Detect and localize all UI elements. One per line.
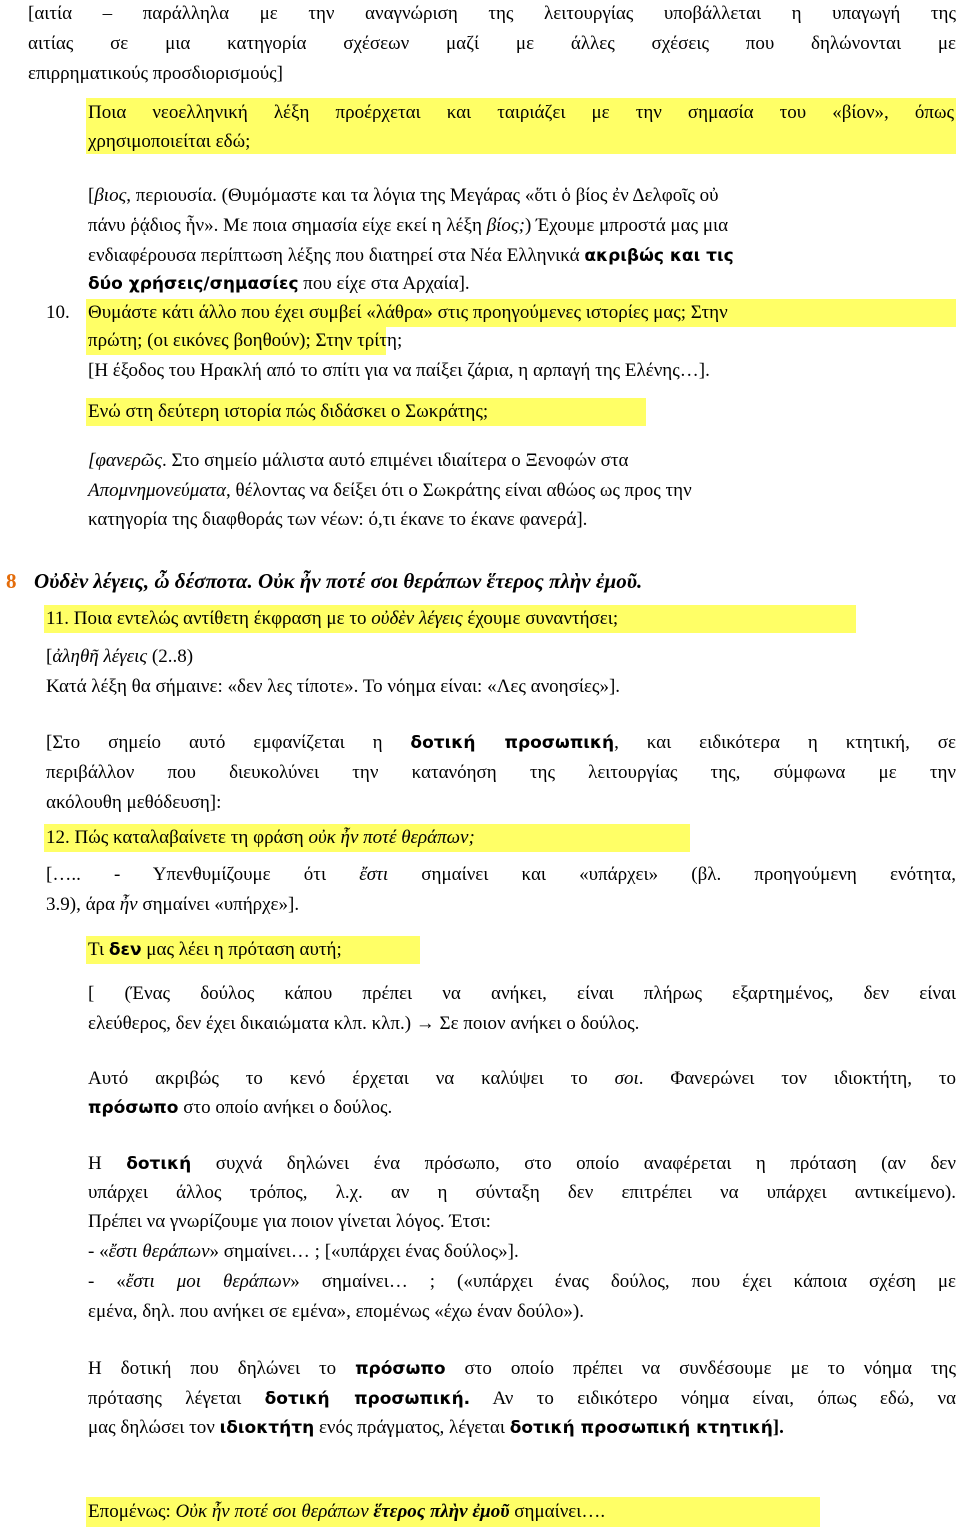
- question-11: 11. Ποια εντελώς αντίθετη έκφραση με το οὐδὲν λέγεις έχουμε συναντήσει;: [46, 608, 619, 629]
- answer-bion-line4: δύο χρήσεις/σημασίες που είχε στα Αρχαία].: [88, 273, 470, 294]
- list-item-cont: εμένα, δηλ. που ανήκει σε εμένα», επομένως «έχω έναν δούλο»).: [88, 1301, 584, 1322]
- paragraph-line: μας δηλώσει τον ιδιοκτήτη ενός πράγματος, λέγεται δοτική προσωπική κτητική].: [88, 1417, 784, 1438]
- paragraph-line: Αυτό ακριβώς το κενό έρχεται να καλύψει το σοι. Φανερώνει τον ιδιοκτήτη, το: [88, 1068, 956, 1089]
- arrow-icon: →: [415, 1013, 435, 1034]
- paragraph-line: περιβάλλον που διευκολύνει την κατανόηση της λειτουργίας της, σύμφωνα με την: [46, 762, 956, 783]
- paragraph-line: υπάρχει άλλος τρόπος, λ.χ. αν η σύνταξη δεν επιτρέπει να υπάρχει αντικείμενο).: [88, 1182, 956, 1203]
- answer-10-a2: Απομνημονεύματα, θέλοντας να δείξει ότι ο Σωκράτης είναι αθώος ως προς την: [88, 480, 692, 501]
- section-number: 8: [6, 569, 17, 593]
- list-item: - «ἔστι θεράπων» σημαίνει… ; [«υπάρχει ένας δούλος»].: [88, 1241, 519, 1262]
- answer-den-line1: [ (Ένας δούλος κάπου πρέπει να ανήκει, είναι πλήρως εξαρτημένος, δεν είναι: [88, 983, 956, 1004]
- question-bion-line2: χρησιμοποιείται εδώ;: [88, 131, 251, 152]
- question-10-line4: Ενώ στη δεύτερη ιστορία πώς διδάσκει ο Σωκράτης;: [88, 401, 489, 422]
- answer-den-line2: ελεύθερος, δεν έχει δικαιώματα κλπ. κλπ.) → Σε ποιον ανήκει ο δούλος.: [88, 1013, 640, 1034]
- answer-10-a1: [φανερῶς. Στο σημείο μάλιστα αυτό επιμένει ιδιαίτερα ο Ξενοφών στα: [88, 450, 629, 471]
- paragraph-line: [Στο σημείο αυτό εμφανίζεται η δοτική προσωπική, και ειδικότερα η κτητική, σε: [46, 732, 956, 753]
- list-item: - «ἔστι μοι θεράπων» σημαίνει… ; («υπάρχει ένας δούλος, που έχει κάποια σχέση με: [88, 1271, 957, 1292]
- question-bion: Ποια νεοελληνική λέξη προέρχεται και ταιριάζει με την σημασία του «βίον», όπως: [88, 102, 954, 123]
- answer-10-line: [Η έξοδος του Ηρακλή από το σπίτι για να παίξει ζάρια, η αρπαγή της Ελένης…].: [88, 360, 710, 381]
- question-last: Επομένως: Οὐκ ἦν ποτέ σοι θεράπων ἕτερος πλὴν ἐμοῦ σημαίνει….: [88, 1501, 606, 1522]
- paragraph-line: Η δοτική που δηλώνει το πρόσωπο στο οποίο πρέπει να συνδέσουμε με το νόημα της: [88, 1358, 956, 1379]
- section-title: Οὐδὲν λέγεις, ὦ δέσποτα. Οὐκ ἦν ποτέ σοι θεράπων ἕτερος πλὴν ἐμοῦ.: [34, 569, 643, 593]
- question-10-line2: πρώτη; (οι εικόνες βοηθούν); Στην τρίτη;: [88, 330, 403, 351]
- paragraph-line: ακόλουθη μεθόδευση]:: [46, 792, 222, 813]
- question-12: 12. Πώς καταλαβαίνετε τη φράση οὐκ ἦν ποτέ θεράπων;: [46, 827, 475, 848]
- answer-10-a3: κατηγορία της διαφθοράς των νέων: ό,τι έκανε το έκανε φανερά].: [88, 509, 588, 530]
- answer-12-line2: 3.9), άρα ἦν σημαίνει «υπήρχε»].: [46, 894, 300, 915]
- text-line: αιτίας σε μια κατηγορία σχέσεων μαζί με άλλες σχέσεις που δηλώνονται με: [28, 33, 956, 54]
- question-number: 10.: [46, 302, 70, 323]
- paragraph-line: πρότασης λέγεται δοτική προσωπική. Αν το ειδικότερο νόημα είναι, όπως εδώ, να: [88, 1388, 957, 1409]
- question-10-line1: Θυμάστε κάτι άλλο που έχει συμβεί «λάθρα» στις προηγούμενες ιστορίες μας; Στην: [88, 302, 728, 323]
- text-line: επιρρηματικούς προσδιορισμούς]: [28, 63, 283, 84]
- paragraph-line: Πρέπει να γνωρίζουμε για ποιον γίνεται λόγος. Έτσι:: [88, 1211, 491, 1232]
- answer-bion-line3: ενδιαφέρουσα περίπτωση λέξης που διατηρεί στα Νέα Ελληνικά ακριβώς και τις: [88, 245, 734, 266]
- paragraph-line: πρόσωπο στο οποίο ανήκει ο δούλος.: [88, 1097, 393, 1118]
- answer-11-line1: [ἀληθῆ λέγεις (2..8): [46, 646, 194, 667]
- answer-12-line1: [….. - Υπενθυμίζουμε ότι ἔστι σημαίνει και «υπάρχει» (βλ. προηγούμενη ενότητα,: [46, 864, 956, 885]
- answer-bion-line1: [βιος, περιουσία. (Θυμόμαστε και τα λόγια της Μεγάρας «ὅτι ὁ βίος ἐν Δελφοῖς οὐ: [88, 185, 719, 206]
- text-line: [αιτία – παράλληλα με την αναγνώριση της λειτουργίας υποβάλλεται η υπαγωγή της: [28, 3, 956, 24]
- paragraph-line: Η δοτική συχνά δηλώνει ένα πρόσωπο, στο οποίο αναφέρεται η πρόταση (αν δεν: [88, 1153, 956, 1174]
- answer-bion-line2: πάνυ ῥᾴδιος ἦν». Με ποια σημασία είχε εκεί η λέξη βίος;) Έχουμε μπροστά μας μια: [88, 215, 729, 236]
- answer-11-line2: Κατά λέξη θα σήμαινε: «δεν λες τίποτε». Το νόημα είναι: «Λες ανοησίες»].: [46, 676, 621, 697]
- question-den: Τι δεν μας λέει η πρόταση αυτή;: [88, 939, 342, 960]
